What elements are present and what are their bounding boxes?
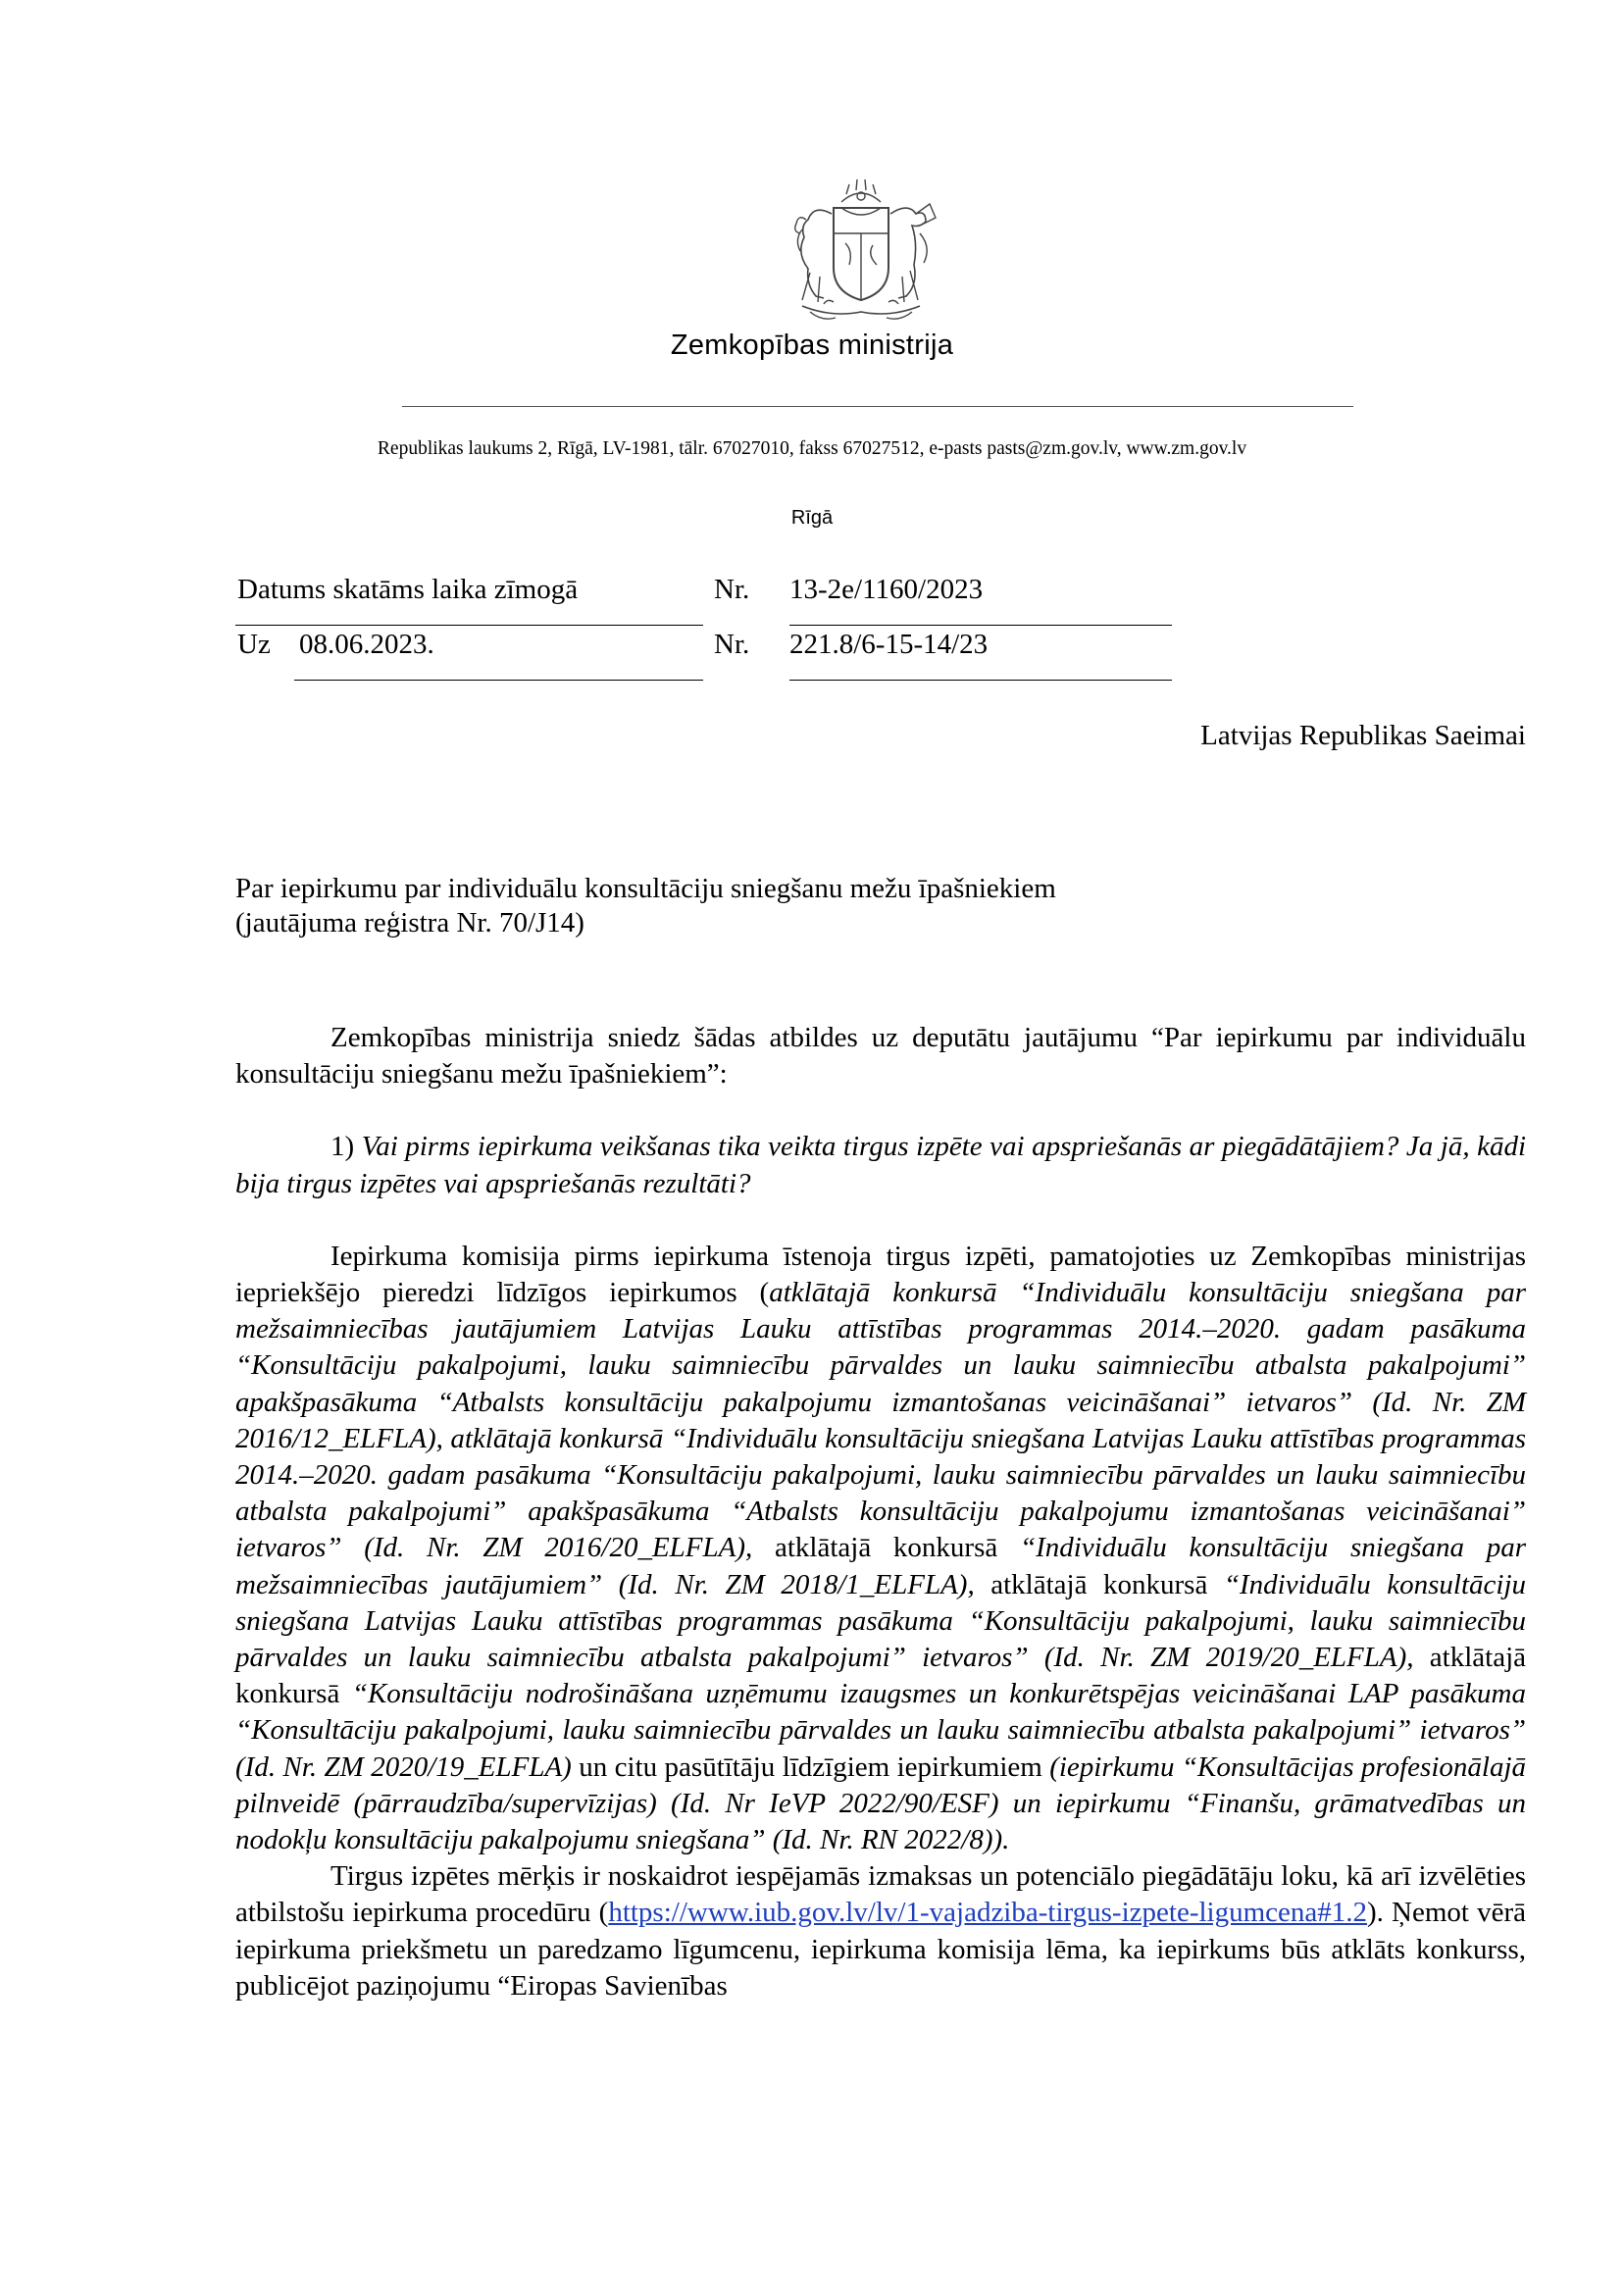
letter-body (235, 1020, 1526, 2004)
question-paragraph (235, 1129, 1526, 1201)
answer-text: ). Ņemot vērā iepirkuma priekšmetu un paredzamo līgumcenu, iepirkuma komisija lēma, ka iepirkums būs atklāts konkurss, publicējot paziņojumu “Eiropas Savienības (235, 1897, 1526, 2002)
answer-paragraph (235, 1239, 1526, 1858)
intro-paragraph: Zemkopības ministrija sniedz šādas atbildes uz deputātu jautājumu “Par iepirkumu par individuālu konsultāciju sniegšanu mežu īpašniekiem”: (235, 1022, 1526, 1091)
procurement-reference: “Konsultāciju nodrošināšana uzņēmumu izaugsmes un konkurētspējas veicināšanai LAP pasākuma “Konsultāciju pakalpojumi, lauku saimniecību pārvaldes un lauku saimniecību atbalsta pakalpojumi” ietvaros” (Id. Nr. ZM 2020/19_ELFLA) (235, 1678, 1526, 1783)
ministry-address-line: Republikas laukums 2, Rīgā, LV-1981, tālr. 67027010, fakss 67027512, e-pasts pasts@zm.gov.lv, www.zm.gov.lv (377, 438, 1247, 459)
ministry-name: Zemkopības ministrija (670, 330, 954, 361)
addressee: Latvijas Republikas Saeimai (1200, 720, 1526, 751)
subject-register-number: (jautājuma reģistra Nr. 70/J14) (235, 907, 584, 939)
procurement-reference: atklātajā konkursā “Individuālu konsultāciju sniegšana par mežsaimniecības jautājumiem Latvijas Lauku attīstības programmas 2014.–2020. gadam pasākuma “Konsultāciju pakalpojumi, lauku saimniecību pārvaldes un lauku saimniecību atbalsta pakalpojumi” apakšpasākuma “Atbalsts konsultāciju pakalpojumu izmantošanas veicināšanai” ietvaros” (Id. Nr. ZM 2016/12_ELFLA), atklātajā konkursā “Individuālu konsultāciju sniegšana Latvijas Lauku attīstības programmas 2014.–2020. gadam pasākuma “Konsultāciju pakalpojumi, lauku saimniecību pārvaldes un lauku saimniecību atbalsta pakalpojumi” apakšpasākuma “Atbalsts konsultāciju pakalpojumu izmantošanas veicināšanai” ietvaros” (Id. Nr. ZM 2016/20_ELFLA), (235, 1277, 1526, 1564)
incoming-number-line (789, 680, 1172, 681)
outgoing-number: 13-2e/1160/2023 (789, 574, 984, 605)
letter-subject (235, 872, 1216, 940)
reply-to-label: Uz (237, 629, 271, 660)
question-text: Vai pirms iepirkuma veikšanas tika veikta tirgus izpēte vai apspriešanās ar piegādātājiem? Ja jā, kādi bija tirgus izpētes vai apspriešanās rezultāti? (235, 1131, 1527, 1199)
answer-text: atklātajā konkursā (752, 1532, 1020, 1564)
procurement-reference: “Individuālu konsultāciju sniegšana Latvijas Lauku attīstības programmas pasākuma “Konsultāciju pakalpojumi, lauku saimniecību pārvaldes un lauku saimniecību atbalsta pakalpojumi” ietvaros” (Id. Nr. ZM 2019/20_ELFLA), (235, 1568, 1526, 1674)
date-stamp-note: Datums skatāms laika zīmogā (237, 574, 579, 605)
incoming-number: 221.8/6-15-14/23 (789, 629, 989, 660)
outgoing-number-line (789, 625, 1172, 626)
iub-link[interactable]: https://www.iub.gov.lv/lv/1-vajadziba-tirgus-izpete-ligumcena#1.2 (608, 1897, 1368, 1929)
reply-date-line (294, 680, 703, 681)
answer-text: Tirgus izpētes mērķis ir noskaidrot iespējamās izmaksas un potenciālo piegādātāju loku, kā arī izvēlēties atbilstošu iepirkuma procedūru ( (235, 1860, 1526, 1929)
answer-text: atklātajā konkursā (235, 1642, 1527, 1710)
answer-text: un citu pasūtītāju līdzīgiem iepirkumiem (571, 1750, 1050, 1783)
outgoing-number-label: Nr. (714, 574, 750, 605)
procurement-reference: “Individuālu konsultāciju sniegšana par mežsaimniecības jautājumiem” (Id. Nr. ZM 2018/1_ELFLA), (235, 1532, 1527, 1600)
question-number: 1) (330, 1131, 355, 1163)
market-research-paragraph (235, 1858, 1526, 2004)
coat-of-arms-emblem (763, 175, 959, 330)
header-divider (402, 406, 1353, 407)
answer-text: atklātajā konkursā (974, 1568, 1224, 1600)
incoming-number-label: Nr. (714, 629, 750, 660)
procurement-reference: (iepirkumu “Konsultācijas profesionālajā pilnveidē (pārraudzība/supervīzijas) (Id. Nr IeVP 2022/90/ESF) un iepirkumu “Finanšu, grāmatvedības un nodokļu konsultāciju pakalpojumu sniegšana” (Id. Nr. RN 2022/8)). (235, 1750, 1527, 1856)
date-line (235, 625, 703, 626)
issue-city: Rīgā (790, 507, 834, 529)
answer-text: Iepirkuma komisija pirms iepirkuma īstenoja tirgus izpēti, pamatojoties uz Zemkopības ministrijas iepriekšējo pieredzi līdzīgos iepirkumos ( (235, 1240, 1526, 1309)
reply-to-date: 08.06.2023. (299, 629, 434, 660)
subject-line: Par iepirkumu par individuālu konsultāciju sniegšanu mežu īpašniekiem (235, 873, 1056, 904)
